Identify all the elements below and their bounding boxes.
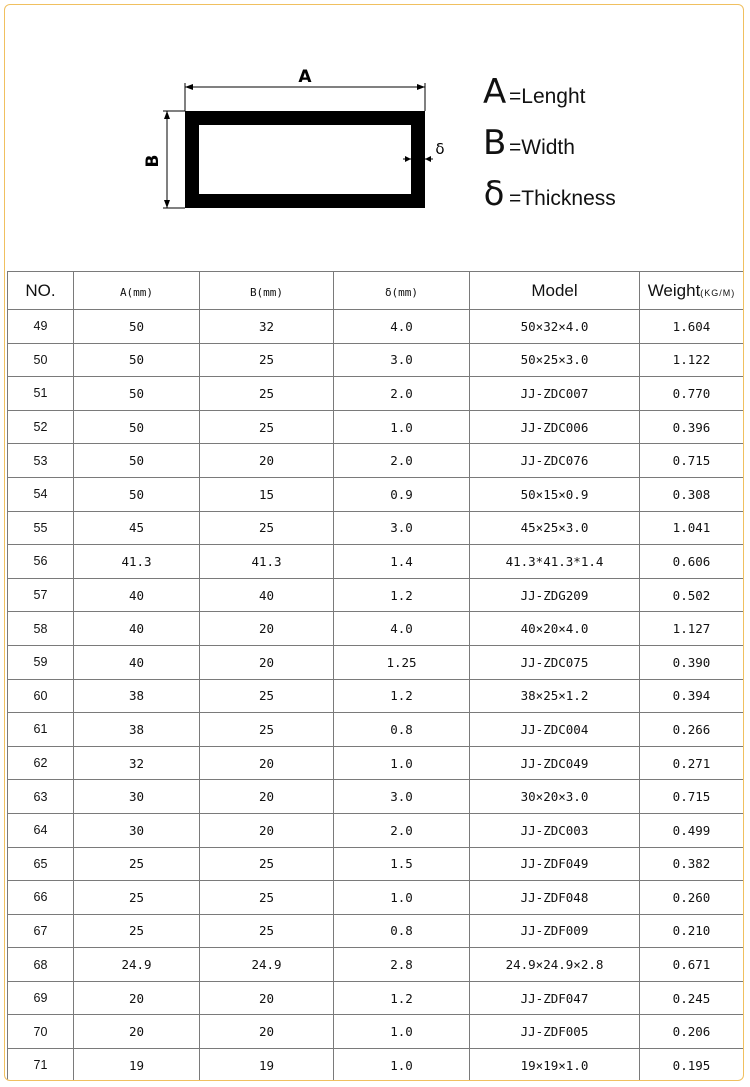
cell-b: 20: [200, 1015, 334, 1049]
legend-row-width: [483, 123, 616, 177]
table-row: [8, 377, 744, 411]
cell-no: 63: [8, 780, 74, 814]
cell-a: 50: [74, 410, 200, 444]
cell-no: 61: [8, 713, 74, 747]
cell-model: JJ-ZDC075: [470, 645, 640, 679]
cell-weight: 1.604: [640, 310, 744, 344]
header-thickness: δ(mm): [334, 272, 470, 310]
label-a: A: [298, 67, 312, 87]
cell-weight: 0.606: [640, 545, 744, 579]
cell-model: JJ-ZDG209: [470, 578, 640, 612]
cell-model: 50×15×0.9: [470, 477, 640, 511]
cell-no: 67: [8, 914, 74, 948]
cell-no: 56: [8, 545, 74, 579]
cell-b: 25: [200, 410, 334, 444]
cell-no: 53: [8, 444, 74, 478]
header-a: A(mm): [74, 272, 200, 310]
cell-weight: 0.382: [640, 847, 744, 881]
cell-a: 50: [74, 477, 200, 511]
cell-b: 41.3: [200, 545, 334, 579]
cell-a: 50: [74, 343, 200, 377]
profile-diagram: [5, 5, 744, 271]
cell-model: 19×19×1.0: [470, 1049, 640, 1081]
cell-model: JJ-ZDC003: [470, 813, 640, 847]
header-no: NO.: [8, 272, 74, 310]
cell-no: 64: [8, 813, 74, 847]
cell-b: 20: [200, 612, 334, 646]
cell-a: 30: [74, 813, 200, 847]
cell-thickness: 0.8: [334, 914, 470, 948]
cell-thickness: 0.9: [334, 477, 470, 511]
page-frame: [4, 4, 744, 1081]
legend-symbol: A: [483, 72, 507, 112]
cell-model: JJ-ZDC049: [470, 746, 640, 780]
cell-thickness: 4.0: [334, 612, 470, 646]
cell-thickness: 1.0: [334, 1049, 470, 1081]
cell-a: 50: [74, 444, 200, 478]
cell-thickness: 4.0: [334, 310, 470, 344]
cell-no: 68: [8, 948, 74, 982]
table-body: [8, 310, 744, 1082]
spec-table: [7, 271, 744, 1081]
cell-a: 41.3: [74, 545, 200, 579]
cell-no: 65: [8, 847, 74, 881]
cell-weight: 0.502: [640, 578, 744, 612]
cell-b: 20: [200, 746, 334, 780]
dim-arrow-t-right: [425, 156, 431, 162]
cell-no: 70: [8, 1015, 74, 1049]
cell-thickness: 3.0: [334, 511, 470, 545]
cell-weight: 0.260: [640, 881, 744, 915]
table-row: [8, 310, 744, 344]
cell-model: 30×20×3.0: [470, 780, 640, 814]
table-row: [8, 612, 744, 646]
cell-model: JJ-ZDC004: [470, 713, 640, 747]
cell-thickness: 1.0: [334, 1015, 470, 1049]
cell-thickness: 3.0: [334, 343, 470, 377]
cell-weight: 0.394: [640, 679, 744, 713]
legend-row-thickness: [483, 174, 616, 228]
cell-no: 59: [8, 645, 74, 679]
cell-weight: 0.271: [640, 746, 744, 780]
cell-weight: 0.671: [640, 948, 744, 982]
cell-no: 58: [8, 612, 74, 646]
cell-model: JJ-ZDC006: [470, 410, 640, 444]
cell-b: 25: [200, 847, 334, 881]
cell-b: 20: [200, 444, 334, 478]
cell-weight: 1.041: [640, 511, 744, 545]
cell-a: 38: [74, 713, 200, 747]
table-row: [8, 780, 744, 814]
cell-b: 40: [200, 578, 334, 612]
cell-b: 32: [200, 310, 334, 344]
cell-b: 25: [200, 679, 334, 713]
cell-no: 62: [8, 746, 74, 780]
cell-weight: 0.715: [640, 780, 744, 814]
cell-no: 69: [8, 981, 74, 1015]
table-row: [8, 813, 744, 847]
dim-arrow-b-bottom: [164, 200, 170, 208]
table-row: [8, 914, 744, 948]
cell-b: 25: [200, 377, 334, 411]
table-row: [8, 545, 744, 579]
cell-no: 51: [8, 377, 74, 411]
cell-no: 52: [8, 410, 74, 444]
legend-text: =Thickness: [509, 187, 616, 210]
cell-weight: 1.122: [640, 343, 744, 377]
dim-arrow-a-right: [417, 84, 425, 90]
cell-a: 50: [74, 377, 200, 411]
rect-tube-drawing: [5, 5, 744, 271]
cell-b: 15: [200, 477, 334, 511]
cell-weight: 0.390: [640, 645, 744, 679]
cell-model: 38×25×1.2: [470, 679, 640, 713]
cell-a: 40: [74, 612, 200, 646]
cell-no: 60: [8, 679, 74, 713]
table-row: [8, 713, 744, 747]
cell-weight: 0.210: [640, 914, 744, 948]
table-row: [8, 981, 744, 1015]
tube-inner: [199, 125, 411, 194]
cell-no: 50: [8, 343, 74, 377]
cell-weight: 0.245: [640, 981, 744, 1015]
cell-thickness: 1.25: [334, 645, 470, 679]
cell-thickness: 1.2: [334, 578, 470, 612]
table-row: [8, 847, 744, 881]
table-row: [8, 410, 744, 444]
cell-no: 54: [8, 477, 74, 511]
cell-model: 40×20×4.0: [470, 612, 640, 646]
table-row: [8, 578, 744, 612]
cell-thickness: 1.0: [334, 410, 470, 444]
cell-weight: 0.308: [640, 477, 744, 511]
legend: [483, 72, 616, 228]
table-row: [8, 948, 744, 982]
cell-model: 41.3*41.3*1.4: [470, 545, 640, 579]
table-row: [8, 746, 744, 780]
cell-a: 20: [74, 981, 200, 1015]
cell-b: 20: [200, 645, 334, 679]
cell-no: 71: [8, 1049, 74, 1081]
table-row: [8, 511, 744, 545]
cell-b: 25: [200, 511, 334, 545]
cell-b: 20: [200, 813, 334, 847]
dim-arrow-b-top: [164, 111, 170, 119]
cell-thickness: 1.4: [334, 545, 470, 579]
cell-b: 25: [200, 343, 334, 377]
cell-thickness: 2.0: [334, 813, 470, 847]
header-b: B(mm): [200, 272, 334, 310]
cell-model: JJ-ZDF048: [470, 881, 640, 915]
cell-thickness: 1.0: [334, 746, 470, 780]
cell-thickness: 2.0: [334, 377, 470, 411]
cell-weight: 0.206: [640, 1015, 744, 1049]
cell-b: 25: [200, 881, 334, 915]
header-model: Model: [470, 272, 640, 310]
legend-text: =Width: [509, 136, 575, 159]
cell-thickness: 2.8: [334, 948, 470, 982]
cell-a: 25: [74, 914, 200, 948]
dim-arrow-a-left: [185, 84, 193, 90]
cell-weight: 0.396: [640, 410, 744, 444]
cell-thickness: 1.5: [334, 847, 470, 881]
cell-model: 24.9×24.9×2.8: [470, 948, 640, 982]
table-row: [8, 645, 744, 679]
cell-model: JJ-ZDC076: [470, 444, 640, 478]
cell-a: 30: [74, 780, 200, 814]
cell-thickness: 1.2: [334, 679, 470, 713]
cell-a: 24.9: [74, 948, 200, 982]
cell-b: 20: [200, 780, 334, 814]
cell-b: 24.9: [200, 948, 334, 982]
cell-a: 20: [74, 1015, 200, 1049]
cell-thickness: 1.0: [334, 881, 470, 915]
cell-model: JJ-ZDC007: [470, 377, 640, 411]
label-thickness: δ: [435, 140, 445, 158]
cell-no: 49: [8, 310, 74, 344]
cell-a: 25: [74, 881, 200, 915]
cell-weight: 1.127: [640, 612, 744, 646]
table-row: [8, 679, 744, 713]
cell-a: 40: [74, 578, 200, 612]
cell-a: 45: [74, 511, 200, 545]
cell-b: 25: [200, 713, 334, 747]
cell-model: 45×25×3.0: [470, 511, 640, 545]
cell-no: 66: [8, 881, 74, 915]
cell-model: 50×32×4.0: [470, 310, 640, 344]
cell-a: 40: [74, 645, 200, 679]
legend-row-length: [483, 72, 616, 126]
cell-thickness: 3.0: [334, 780, 470, 814]
weight-unit: (KG/M): [700, 287, 736, 298]
cell-a: 25: [74, 847, 200, 881]
cell-a: 19: [74, 1049, 200, 1081]
cell-weight: 0.770: [640, 377, 744, 411]
cell-model: JJ-ZDF049: [470, 847, 640, 881]
cell-b: 20: [200, 981, 334, 1015]
header-weight: Weight(KG/M): [640, 272, 744, 310]
table-row: [8, 881, 744, 915]
cell-a: 32: [74, 746, 200, 780]
cell-model: 50×25×3.0: [470, 343, 640, 377]
table-row: [8, 477, 744, 511]
cell-model: JJ-ZDF047: [470, 981, 640, 1015]
cell-weight: 0.195: [640, 1049, 744, 1081]
cell-a: 50: [74, 310, 200, 344]
legend-symbol: B: [483, 123, 507, 163]
table-row: [8, 444, 744, 478]
cell-model: JJ-ZDF009: [470, 914, 640, 948]
table-row: [8, 343, 744, 377]
table-header-row: [8, 272, 744, 310]
cell-weight: 0.499: [640, 813, 744, 847]
cell-no: 55: [8, 511, 74, 545]
legend-symbol: δ: [483, 174, 505, 214]
cell-model: JJ-ZDF005: [470, 1015, 640, 1049]
table-row: [8, 1049, 744, 1081]
cell-no: 57: [8, 578, 74, 612]
cell-b: 19: [200, 1049, 334, 1081]
label-b: B: [143, 154, 163, 168]
cell-b: 25: [200, 914, 334, 948]
legend-text: =Lenght: [509, 85, 586, 108]
cell-weight: 0.266: [640, 713, 744, 747]
cell-thickness: 1.2: [334, 981, 470, 1015]
cell-weight: 0.715: [640, 444, 744, 478]
table-row: [8, 1015, 744, 1049]
cell-a: 38: [74, 679, 200, 713]
cell-thickness: 2.0: [334, 444, 470, 478]
cell-thickness: 0.8: [334, 713, 470, 747]
